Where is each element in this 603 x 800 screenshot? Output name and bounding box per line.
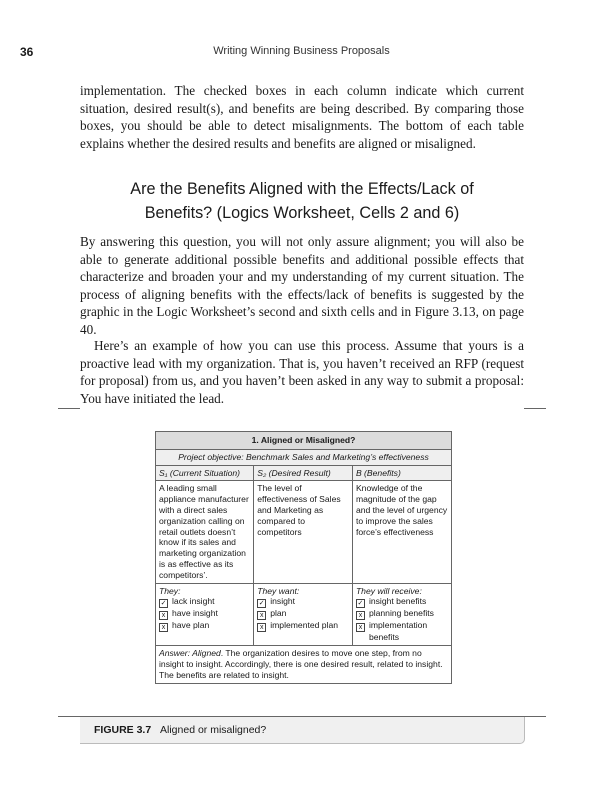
page-number: 36: [20, 45, 34, 59]
checklist-item-label: planning benefits: [368, 608, 434, 619]
answer-label: Answer: Aligned: [159, 648, 221, 659]
checklist-heading: They want:: [257, 585, 300, 596]
checklist-item-continuation: benefits: [368, 632, 400, 643]
checklist-heading: They:: [159, 585, 181, 596]
checklist-item: [159, 620, 250, 632]
running-title: Writing Winning Business Proposals: [213, 45, 390, 57]
crossed-box-icon: x: [356, 611, 365, 620]
benefits-description: Knowledge of the magnitude of the gap and the level of urgency to improve the sales force’s effectiveness: [352, 481, 451, 583]
paragraph-intro: implementation. The checked boxes in each column indicate which current situation, desired result(s), and benefits are being described. By comparing those boxes, you should be able to detect misalignments. The bottom of each table explains whether the desired results and benefits are aligned or misaligned.: [80, 83, 524, 151]
checklist-item: [159, 596, 250, 608]
checklist-item: [356, 596, 448, 608]
checked-box-icon: ✓: [160, 600, 167, 608]
checked-box-icon: ✓: [258, 600, 265, 608]
checklist-item: [356, 608, 448, 620]
column-header-current-situation: S₁ (Current Situation): [156, 465, 254, 481]
crossed-box-icon: x: [257, 611, 266, 620]
checked-box-icon: ✓: [357, 600, 364, 608]
section-heading-line-2: Benefits? (Logics Worksheet, Cells 2 and 6): [144, 204, 460, 222]
column-header-benefits: B (Benefits): [352, 465, 451, 481]
aligned-table: [155, 431, 452, 684]
checklist-item-label: implementation: [368, 620, 428, 631]
checklist-item: [257, 608, 349, 620]
figure-caption: Aligned or misaligned?: [160, 724, 267, 736]
project-objective: Project objective: Benchmark Sales and Marketing’s effectiveness: [156, 449, 452, 465]
checklist-item-label: insight benefits: [368, 596, 427, 607]
checklist-item-label: implemented plan: [270, 620, 339, 631]
benefits-checklist: [352, 583, 451, 646]
checklist-item: [257, 596, 349, 608]
section-heading: [80, 177, 524, 225]
crossed-box-icon: x: [356, 623, 365, 632]
figure-label: FIGURE 3.7: [94, 724, 152, 736]
crossed-box-icon: x: [159, 623, 168, 632]
crossed-box-icon: x: [159, 611, 168, 620]
current-situation-description: A leading small appliance manufacturer with a direct sales organization calling on retail outlets doesn’t know if its sales and marketing organization is as effective as its competitors’.: [156, 481, 254, 583]
checklist-heading: They will receive:: [355, 585, 422, 596]
paragraph-example: Here’s an example of how you can use this process. Assume that yours is a proactive lead with my organization. That is, you haven’t received an RFP (request for proposal) from us, and you haven’t been asked in any way to submit a proposal: You have initiated the lead.: [80, 338, 524, 406]
checklist-item-label: have plan: [172, 620, 210, 631]
checklist-item-label: have insight: [172, 608, 218, 619]
column-header-desired-result: S₂ (Desired Result): [254, 465, 353, 481]
checklist-item-label: plan: [270, 608, 287, 619]
crossed-box-icon: x: [257, 623, 266, 632]
current-situation-checklist: [156, 583, 254, 646]
checklist-item: [159, 608, 250, 620]
desired-result-checklist: [254, 583, 353, 646]
desired-result-description: The level of effectiveness of Sales and Marketing as compared to competitors: [254, 481, 353, 583]
answer-text: . The organization desires to move one step, from no insight to insight. Accordingly, there is one desired result, related to insight. The benefits are related to insight.: [159, 648, 443, 680]
paragraph-answering: By answering this question, you will not only assure alignment; you will also be able to generate additional possible benefits and additional possible effects that characterize and broaden your and my understanding of my current situation. The process of aligning benefits with the effects/lack of benefits is suggested by the graphic in the Logic Worksheet’s second and sixth cells and in Figure 3.13, on page 40.: [80, 234, 524, 337]
checklist-item-label: insight: [270, 596, 296, 607]
checklist-item: [356, 620, 448, 632]
table-title: 1. Aligned or Misaligned?: [156, 432, 452, 450]
checklist-item-label: lack insight: [172, 596, 215, 607]
answer-cell: [156, 646, 452, 683]
checklist-item: [257, 620, 349, 632]
section-heading-line-1: Are the Benefits Aligned with the Effects/Lack of: [130, 180, 474, 198]
